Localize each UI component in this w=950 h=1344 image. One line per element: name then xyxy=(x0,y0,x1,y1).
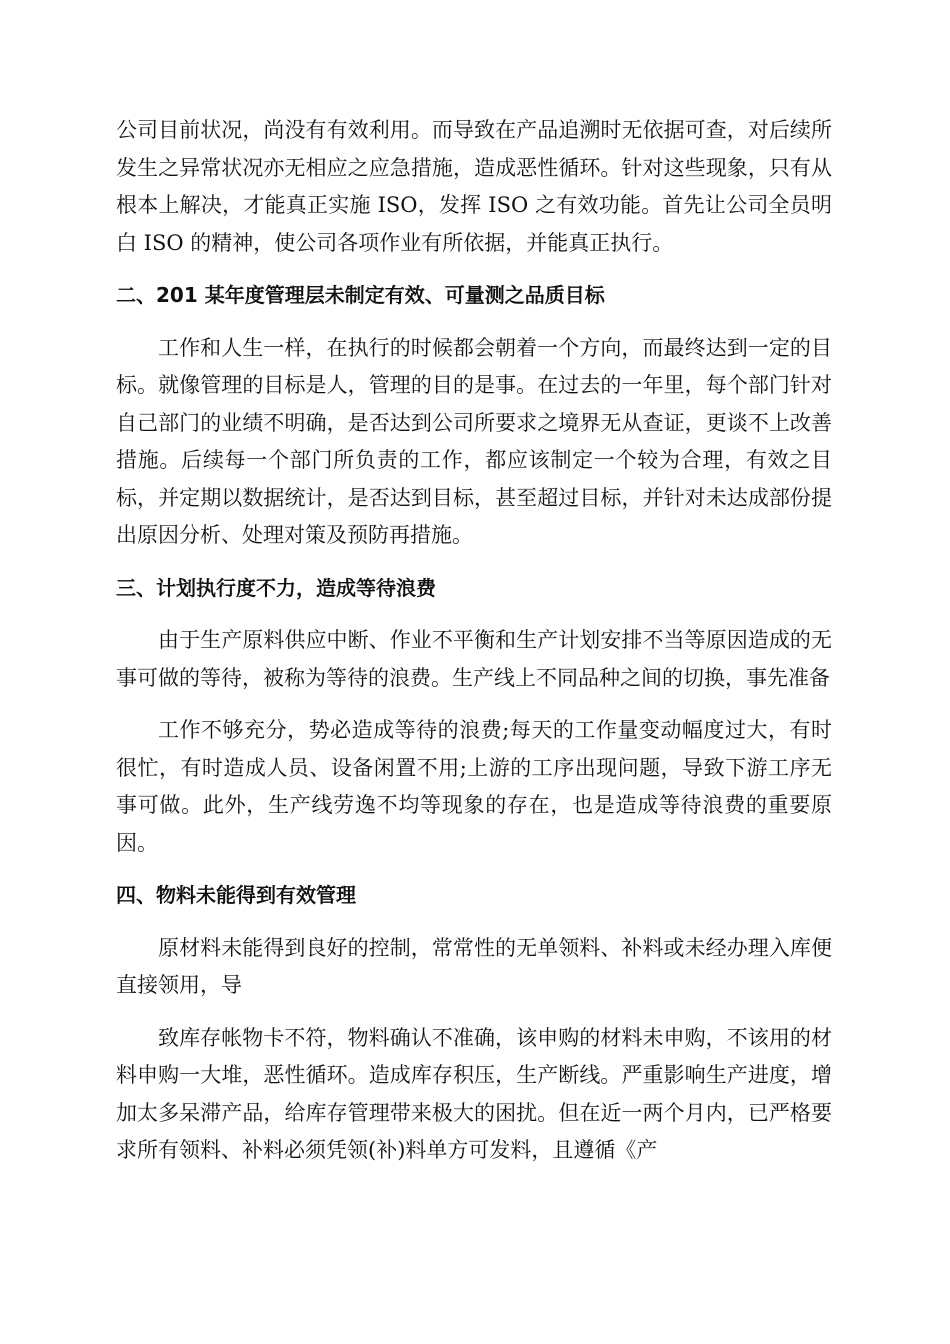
paragraph-waiting-waste-2: 工作不够充分，势必造成等待的浪费;每天的工作量变动幅度过大，有时很忙，有时造成人员、设备闲置不用;上游的工序出现问题，导致下游工序无事可做。此外，生产线劳逸不均等现象的存在，也是造成等待浪费的重要原因。 xyxy=(116,718,832,855)
paragraph-material-management-2: 致库存帐物卡不符，物料确认不准确，该申购的材料未申购，不该用的材料申购一大堆，恶性循环。造成库存积压，生产断线。严重影响生产进度，增加太多呆滞产品，给库存管理带来极大的困扰。但在近一两个月内，已严格要求所有领料、补料必须凭领(补)料单方可发料，且遵循《产 xyxy=(116,1025,832,1162)
heading-quality-goals: 二、201 某年度管理层未制定有效、可量测之品质目标 xyxy=(116,283,605,307)
paragraph-waiting-waste-1: 由于生产原料供应中断、作业不平衡和生产计划安排不当等原因造成的无事可做的等待，被称为等待的浪费。生产线上不同品种之间的切换，事先准备 xyxy=(116,628,832,690)
paragraph-material-management-1: 原材料未能得到良好的控制，常常性的无单领料、补料或未经办理入库便直接领用，导 xyxy=(116,935,832,997)
document-page xyxy=(116,112,832,1185)
heading-waiting-waste: 三、计划执行度不力，造成等待浪费 xyxy=(116,575,436,600)
heading-material-management: 四、物料未能得到有效管理 xyxy=(116,883,356,907)
paragraph-quality-goals: 工作和人生一样，在执行的时候都会朝着一个方向，而最终达到一定的目标。就像管理的目标是人，管理的目的是事。在过去的一年里，每个部门针对自己部门的业绩不明确，是否达到公司所要求之境界无从查证，更谈不上改善措施。后续每一个部门所负责的工作，都应该制定一个较为合理，有效之目标，并定期以数据统计，是否达到目标，甚至超过目标，并针对未达成部份提出原因分析、处理对策及预防再措施。 xyxy=(116,335,832,547)
paragraph-iso-status: 公司目前状况，尚没有有效利用。而导致在产品追溯时无依据可查，对后续所发生之异常状况亦无相应之应急措施，造成恶性循环。针对这些现象，只有从根本上解决，才能真正实施 ISO，发挥 ISO 之有效功能。首先让公司全员明白 ISO 的精神，使公司各项作业有所依据，并能真正执行。 xyxy=(116,118,832,255)
